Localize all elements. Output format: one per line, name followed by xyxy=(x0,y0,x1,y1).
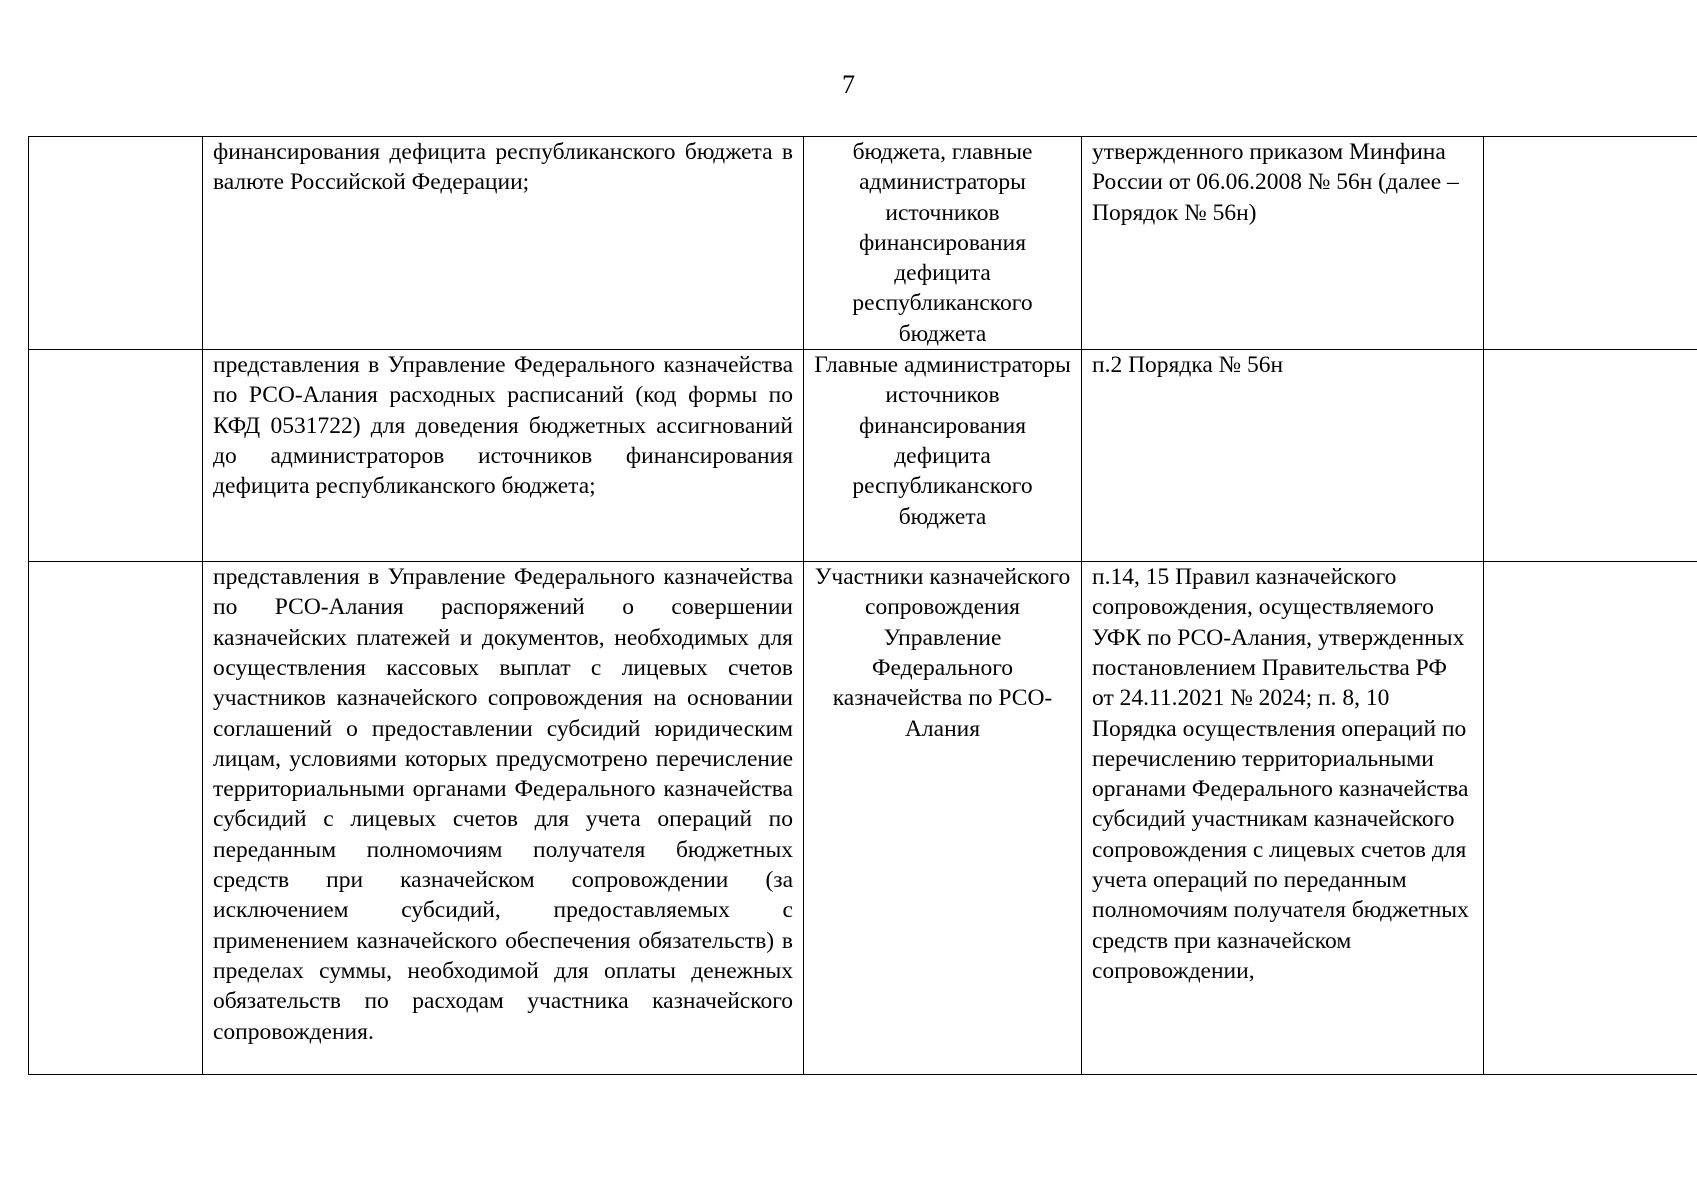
table-cell-responsible: Участники казначейского сопровождения Управление Федерального казначейства по РСО-Алания xyxy=(804,562,1082,1075)
table-cell-action: финансирования дефицита республиканского бюджета в валюте Российской Федерации; xyxy=(203,137,804,350)
table-cell-responsible: бюджета, главные администраторы источников финансирования дефицита республиканского бюджета xyxy=(804,137,1082,350)
table-cell-note xyxy=(1484,562,1697,1075)
document-table xyxy=(28,136,1697,1075)
table-row xyxy=(29,562,1697,1075)
table-cell-basis: п.2 Порядка № 56н xyxy=(1082,350,1484,562)
table-cell-action: представления в Управление Федерального казначейства по РСО-Алания распоряжений о совершении казначейских платежей и документов, необходимых для осуществления кассовых выплат с лицевых счетов участников казначейского сопровождения на основании соглашений о предоставлении субсидий юридическим лицам, условиями которых предусмотрено перечисление территориальными органами Федерального казначейства субсидий с лицевых счетов для учета операций по переданным полномочиям получателя бюджетных средств при казначейском сопровождении (за исключением субсидий, предоставляемых с применением казначейского обеспечения обязательств) в пределах суммы, необходимой для оплаты денежных обязательств по расходам участника казначейского сопровождения. xyxy=(203,562,804,1075)
table-cell-responsible: Главные администраторы источников финансирования дефицита республиканского бюджета xyxy=(804,350,1082,562)
table-row xyxy=(29,350,1697,562)
table-row xyxy=(29,137,1697,350)
table-cell-action: представления в Управление Федерального казначейства по РСО-Алания расходных расписаний (код формы по КФД 0531722) для доведения бюджетных ассигнований до администраторов источников финансирования дефицита республиканского бюджета; xyxy=(203,350,804,562)
table-cell-number xyxy=(29,562,203,1075)
table-cell-number xyxy=(29,137,203,350)
table-cell-note xyxy=(1484,137,1697,350)
table-cell-basis: утвержденного приказом Минфина России от 06.06.2008 № 56н (далее – Порядок № 56н) xyxy=(1082,137,1484,350)
table-cell-basis: п.14, 15 Правил казначейского сопровождения, осуществляемого УФК по РСО-Алания, утвержденных постановлением Правительства РФ от 24.11.2021 № 2024; п. 8, 10 Порядка осуществления операций по перечислению территориальными органами Федерального казначейства субсидий участникам казначейского сопровождения с лицевых счетов для учета операций по переданным полномочиям получателя бюджетных средств при казначейском сопровождении, xyxy=(1082,562,1484,1075)
table-cell-number xyxy=(29,350,203,562)
page-number: 7 xyxy=(842,70,855,99)
table-cell-note xyxy=(1484,350,1697,562)
